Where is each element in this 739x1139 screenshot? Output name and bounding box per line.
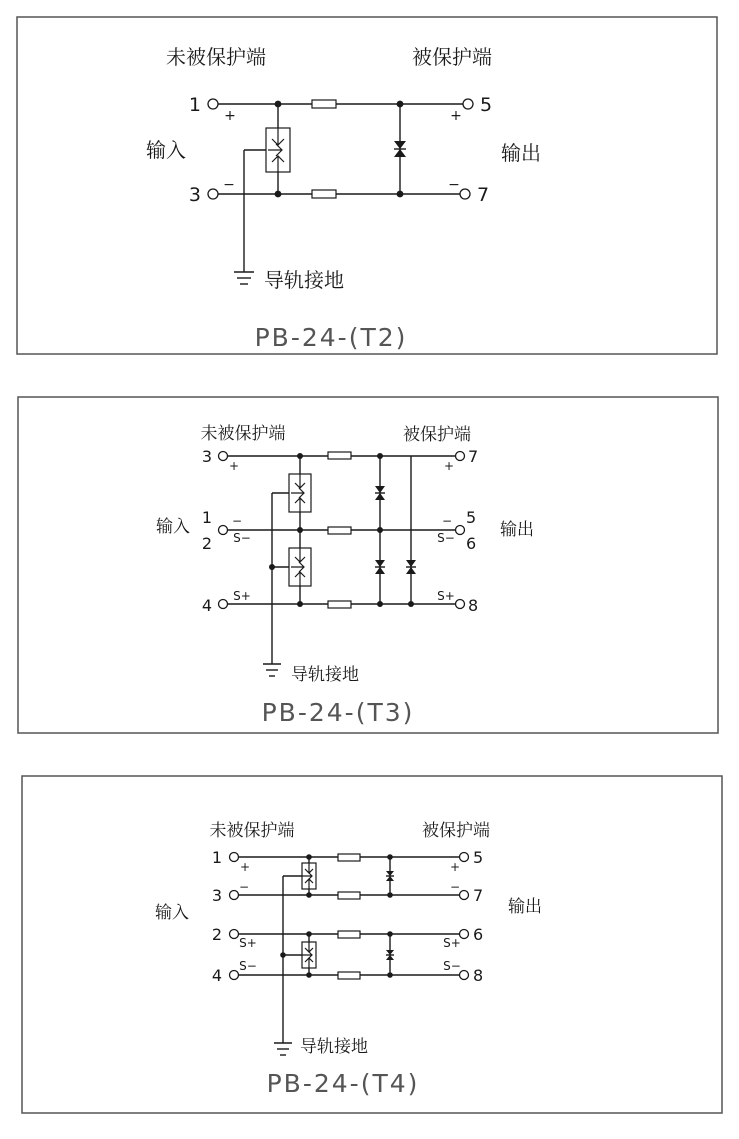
diagram-t2 bbox=[17, 17, 717, 354]
t2-protected-label: 被保护端 bbox=[412, 45, 492, 69]
svg-text:+: + bbox=[450, 108, 462, 124]
t4-gas-discharge-tube-2 bbox=[302, 942, 316, 968]
svg-text:6: 6 bbox=[473, 925, 484, 944]
svg-text:1: 1 bbox=[211, 848, 222, 867]
t3-resistor-1 bbox=[328, 452, 351, 459]
svg-text:+: + bbox=[239, 860, 251, 874]
t2-input-label: 输入 bbox=[146, 138, 186, 162]
t3-output-label: 输出 bbox=[500, 520, 534, 540]
t2-model-name: PB-24-(T2) bbox=[254, 323, 408, 352]
svg-text:S−: S− bbox=[233, 531, 251, 545]
t4-unprotected-label: 未被保护端 bbox=[209, 821, 295, 841]
svg-text:+: + bbox=[228, 459, 240, 473]
diagram-t2-frame bbox=[17, 17, 717, 354]
svg-text:3: 3 bbox=[201, 447, 212, 466]
svg-text:S+: S+ bbox=[437, 589, 455, 603]
svg-text:1: 1 bbox=[188, 94, 201, 116]
svg-text:7: 7 bbox=[473, 886, 484, 905]
t4-resistor-3 bbox=[338, 931, 360, 938]
diagram-t3 bbox=[18, 397, 718, 733]
svg-text:S−: S− bbox=[443, 959, 461, 973]
t3-resistor-2 bbox=[328, 527, 351, 534]
t4-resistor-4 bbox=[338, 972, 360, 979]
svg-text:2: 2 bbox=[201, 534, 212, 553]
t3-ground-label: 导轨接地 bbox=[291, 665, 359, 685]
svg-text:−: − bbox=[223, 177, 235, 193]
t4-resistor-2 bbox=[338, 892, 360, 899]
t4-model-name: PB-24-(T4) bbox=[266, 1069, 420, 1098]
svg-text:+: + bbox=[449, 860, 461, 874]
t4-resistor-1 bbox=[338, 854, 360, 861]
diagram-t4-frame bbox=[22, 776, 722, 1113]
t3-protected-label: 被保护端 bbox=[403, 425, 471, 445]
svg-text:7: 7 bbox=[468, 447, 479, 466]
svg-text:+: + bbox=[224, 108, 236, 124]
svg-text:2: 2 bbox=[211, 925, 222, 944]
svg-text:7: 7 bbox=[477, 184, 490, 206]
svg-text:4: 4 bbox=[201, 596, 212, 615]
t4-input-label: 输入 bbox=[155, 903, 189, 923]
svg-text:4: 4 bbox=[211, 966, 222, 985]
svg-text:3: 3 bbox=[188, 184, 201, 206]
t4-protected-label: 被保护端 bbox=[422, 821, 490, 841]
diagram-t4 bbox=[22, 776, 722, 1113]
svg-text:5: 5 bbox=[473, 848, 484, 867]
t3-gas-discharge-tube-1 bbox=[289, 474, 311, 512]
t3-tvs-diode-2 bbox=[375, 560, 385, 574]
t2-resistor-top bbox=[312, 100, 336, 108]
t4-tvs-diode-2 bbox=[386, 950, 394, 960]
svg-text:−: − bbox=[231, 514, 243, 528]
t3-tvs-diode-3 bbox=[406, 560, 416, 574]
t2-output-label: 输出 bbox=[501, 141, 541, 165]
svg-text:−: − bbox=[449, 880, 461, 894]
svg-text:5: 5 bbox=[466, 508, 477, 527]
svg-text:6: 6 bbox=[466, 534, 477, 553]
svg-text:−: − bbox=[441, 514, 453, 528]
t3-gas-discharge-tube-2 bbox=[289, 548, 311, 586]
svg-text:3: 3 bbox=[211, 886, 222, 905]
svg-text:S+: S+ bbox=[443, 936, 461, 950]
svg-text:8: 8 bbox=[468, 596, 479, 615]
svg-text:S−: S− bbox=[239, 959, 257, 973]
svg-text:S+: S+ bbox=[233, 589, 251, 603]
t2-resistor-bottom bbox=[312, 190, 336, 198]
svg-text:−: − bbox=[448, 177, 460, 193]
diagram-t3-frame bbox=[18, 397, 718, 733]
t4-output-label: 输出 bbox=[508, 897, 542, 917]
svg-text:5: 5 bbox=[480, 94, 493, 116]
t4-ground-label: 导轨接地 bbox=[300, 1037, 368, 1057]
t2-gas-discharge-tube bbox=[266, 128, 290, 172]
t3-resistor-3 bbox=[328, 601, 351, 608]
t3-unprotected-label: 未被保护端 bbox=[200, 424, 286, 444]
svg-text:+: + bbox=[443, 459, 455, 473]
t2-ground-label: 导轨接地 bbox=[264, 268, 344, 292]
t3-model-name: PB-24-(T3) bbox=[261, 698, 415, 727]
svg-text:S−: S− bbox=[437, 531, 455, 545]
svg-text:−: − bbox=[238, 880, 250, 894]
t3-input-label: 输入 bbox=[156, 517, 190, 537]
t4-tvs-diode-1 bbox=[386, 871, 394, 881]
svg-text:S+: S+ bbox=[239, 936, 257, 950]
t4-gas-discharge-tube-1 bbox=[302, 863, 316, 889]
svg-text:1: 1 bbox=[201, 508, 212, 527]
svg-text:8: 8 bbox=[473, 966, 484, 985]
t2-unprotected-label: 未被保护端 bbox=[166, 45, 266, 69]
